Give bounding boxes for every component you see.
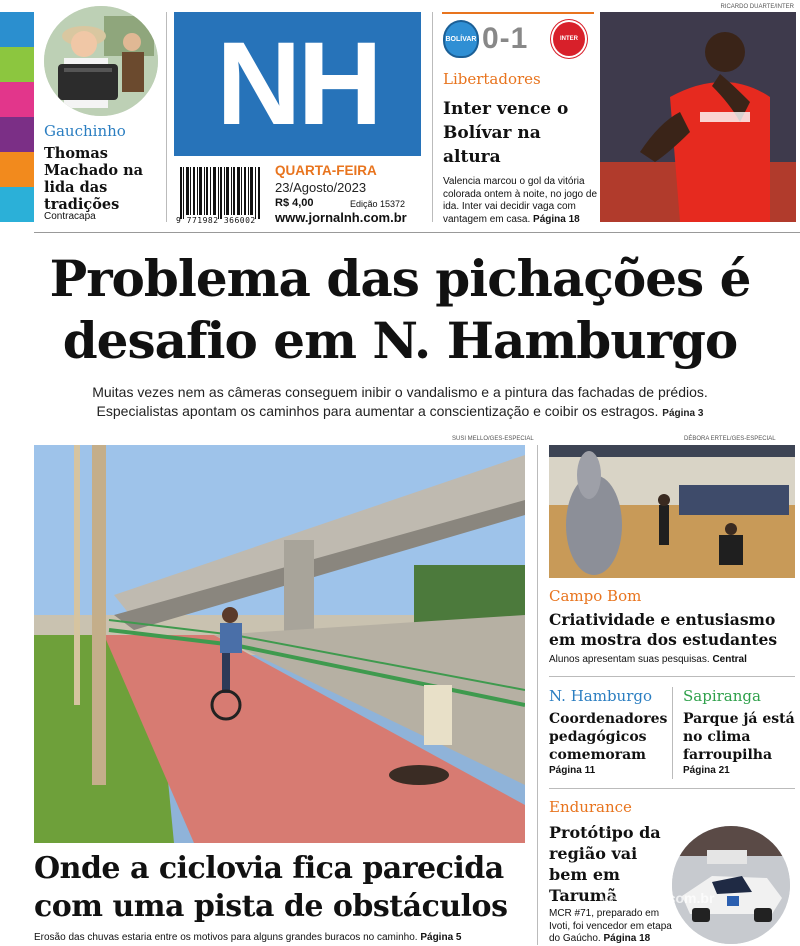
bike-lane-photo[interactable] [34, 445, 525, 843]
endurance-headline[interactable]: Protótipo da região vai bem em Tarumã [549, 823, 661, 905]
edition-weekday: QUARTA-FEIRA [275, 163, 377, 178]
endurance-summary-text: MCR #71, preparado em Ivoti, foi vencedor em etapa do Gaúcho. [549, 908, 672, 944]
divider [549, 788, 795, 789]
website-link[interactable]: www.jornalnh.com.br [275, 210, 407, 225]
main-page-ref: Página 3 [662, 408, 704, 419]
player-photo[interactable] [600, 12, 796, 222]
bike-page-ref: Página 5 [420, 932, 462, 943]
main-sub-line: Especialistas apontam os caminhos para aumentar a conscientização e coibir os estragos. [96, 403, 659, 419]
site-watermark: VerCapas.com.br [600, 890, 715, 906]
sapiranga-page-ref: Página 21 [683, 765, 730, 776]
sapiranga-tag: Sapiranga [683, 687, 761, 705]
photo-credit: DÉBORA ERTEL/GES-ESPECIAL [684, 436, 776, 442]
gauchinho-headline[interactable]: Thomas Machado na lida das tradições [44, 145, 144, 213]
strip-block [0, 47, 34, 82]
divider [537, 445, 538, 945]
bolivar-crest-label: BOLÍVAR [445, 35, 477, 43]
gauchinho-page-ref: Contracapa [44, 211, 96, 222]
inter-crest-label: INTER [560, 36, 578, 42]
libertadores-tag: Libertadores [443, 70, 541, 88]
campo-bom-page-ref: Central [712, 654, 747, 665]
gauchinho-photo[interactable] [44, 6, 158, 116]
campo-bom-summary [549, 654, 747, 665]
campo-bom-tag: Campo Bom [549, 587, 642, 605]
n-hamburgo-headline[interactable]: Coordenadores pedagógicos comemoram [549, 711, 668, 763]
bike-lane-summary [34, 932, 461, 943]
inter-page-ref: Página 18 [533, 213, 580, 225]
main-headline-line: desafio em N. Hamburgo [62, 311, 738, 370]
main-headline-line: Problema das pichações é [49, 249, 751, 308]
bike-headline-line: com uma pista de obstáculos [34, 889, 508, 924]
endurance-summary [549, 908, 679, 946]
barcode [178, 163, 264, 223]
inter-crest [551, 20, 587, 58]
n-hamburgo-tag: N. Hamburgo [549, 687, 653, 705]
match-score: 0-1 [482, 22, 529, 55]
score-top-rule [442, 12, 594, 14]
photo-credit: RICARDO DUARTE/INTER [720, 4, 794, 10]
divider [549, 676, 795, 677]
race-car-photo[interactable] [672, 826, 790, 944]
strip-block [0, 152, 34, 187]
gauchinho-tag: Gauchinho [44, 122, 126, 140]
edition-number: Edição 15372 [350, 199, 406, 209]
edition-price: R$ 4,00 [275, 197, 314, 209]
bolivar-crest [443, 20, 479, 58]
strip-block [0, 117, 34, 152]
main-subheadline [20, 383, 780, 423]
nh-logo[interactable]: NH [174, 12, 421, 156]
bike-summary-text: Erosão das chuvas estaria entre os motivos para alguns grandes buracos no caminho. [34, 932, 418, 943]
inter-headline[interactable]: Inter vence o Bolívar na altura [443, 99, 569, 167]
strip-block [0, 187, 34, 222]
inter-summary-text: Valencia marcou o gol da vitória colorada ontem à noite, no jogo de ida. Inter vai decidir vaga com vantagem em casa. [443, 176, 597, 225]
endurance-page-ref: Página 18 [603, 933, 651, 944]
n-hamburgo-page-ref: Página 11 [549, 765, 596, 776]
header-rule [34, 232, 800, 233]
sapiranga-headline[interactable]: Parque já está no clima farroupilha [683, 711, 795, 763]
barcode-number: 9 771982 366002 [176, 216, 256, 225]
divider [672, 687, 673, 779]
edition-date: 23/Agosto/2023 [275, 180, 367, 195]
inter-summary [443, 176, 598, 226]
photo-credit: SUSI MELLO/GES-ESPECIAL [452, 436, 534, 442]
main-sub-line: Muitas vezes nem as câmeras conseguem inibir o vandalismo e a pintura das fachadas de prédios. [92, 384, 708, 400]
section-color-strip [0, 12, 34, 222]
campo-bom-headline[interactable]: Criatividade e entusiasmo em mostra dos estudantes [549, 610, 778, 649]
main-headline[interactable] [0, 248, 800, 372]
strip-block [0, 82, 34, 117]
endurance-tag: Endurance [549, 798, 632, 816]
bike-lane-headline[interactable] [34, 850, 525, 926]
bike-headline-line: Onde a ciclovia fica parecida [34, 851, 504, 886]
strip-block [0, 12, 34, 47]
divider [166, 12, 167, 222]
student-fair-photo[interactable] [549, 445, 795, 578]
divider [432, 12, 433, 222]
campo-bom-summary-text: Alunos apresentam suas pesquisas. [549, 654, 710, 665]
